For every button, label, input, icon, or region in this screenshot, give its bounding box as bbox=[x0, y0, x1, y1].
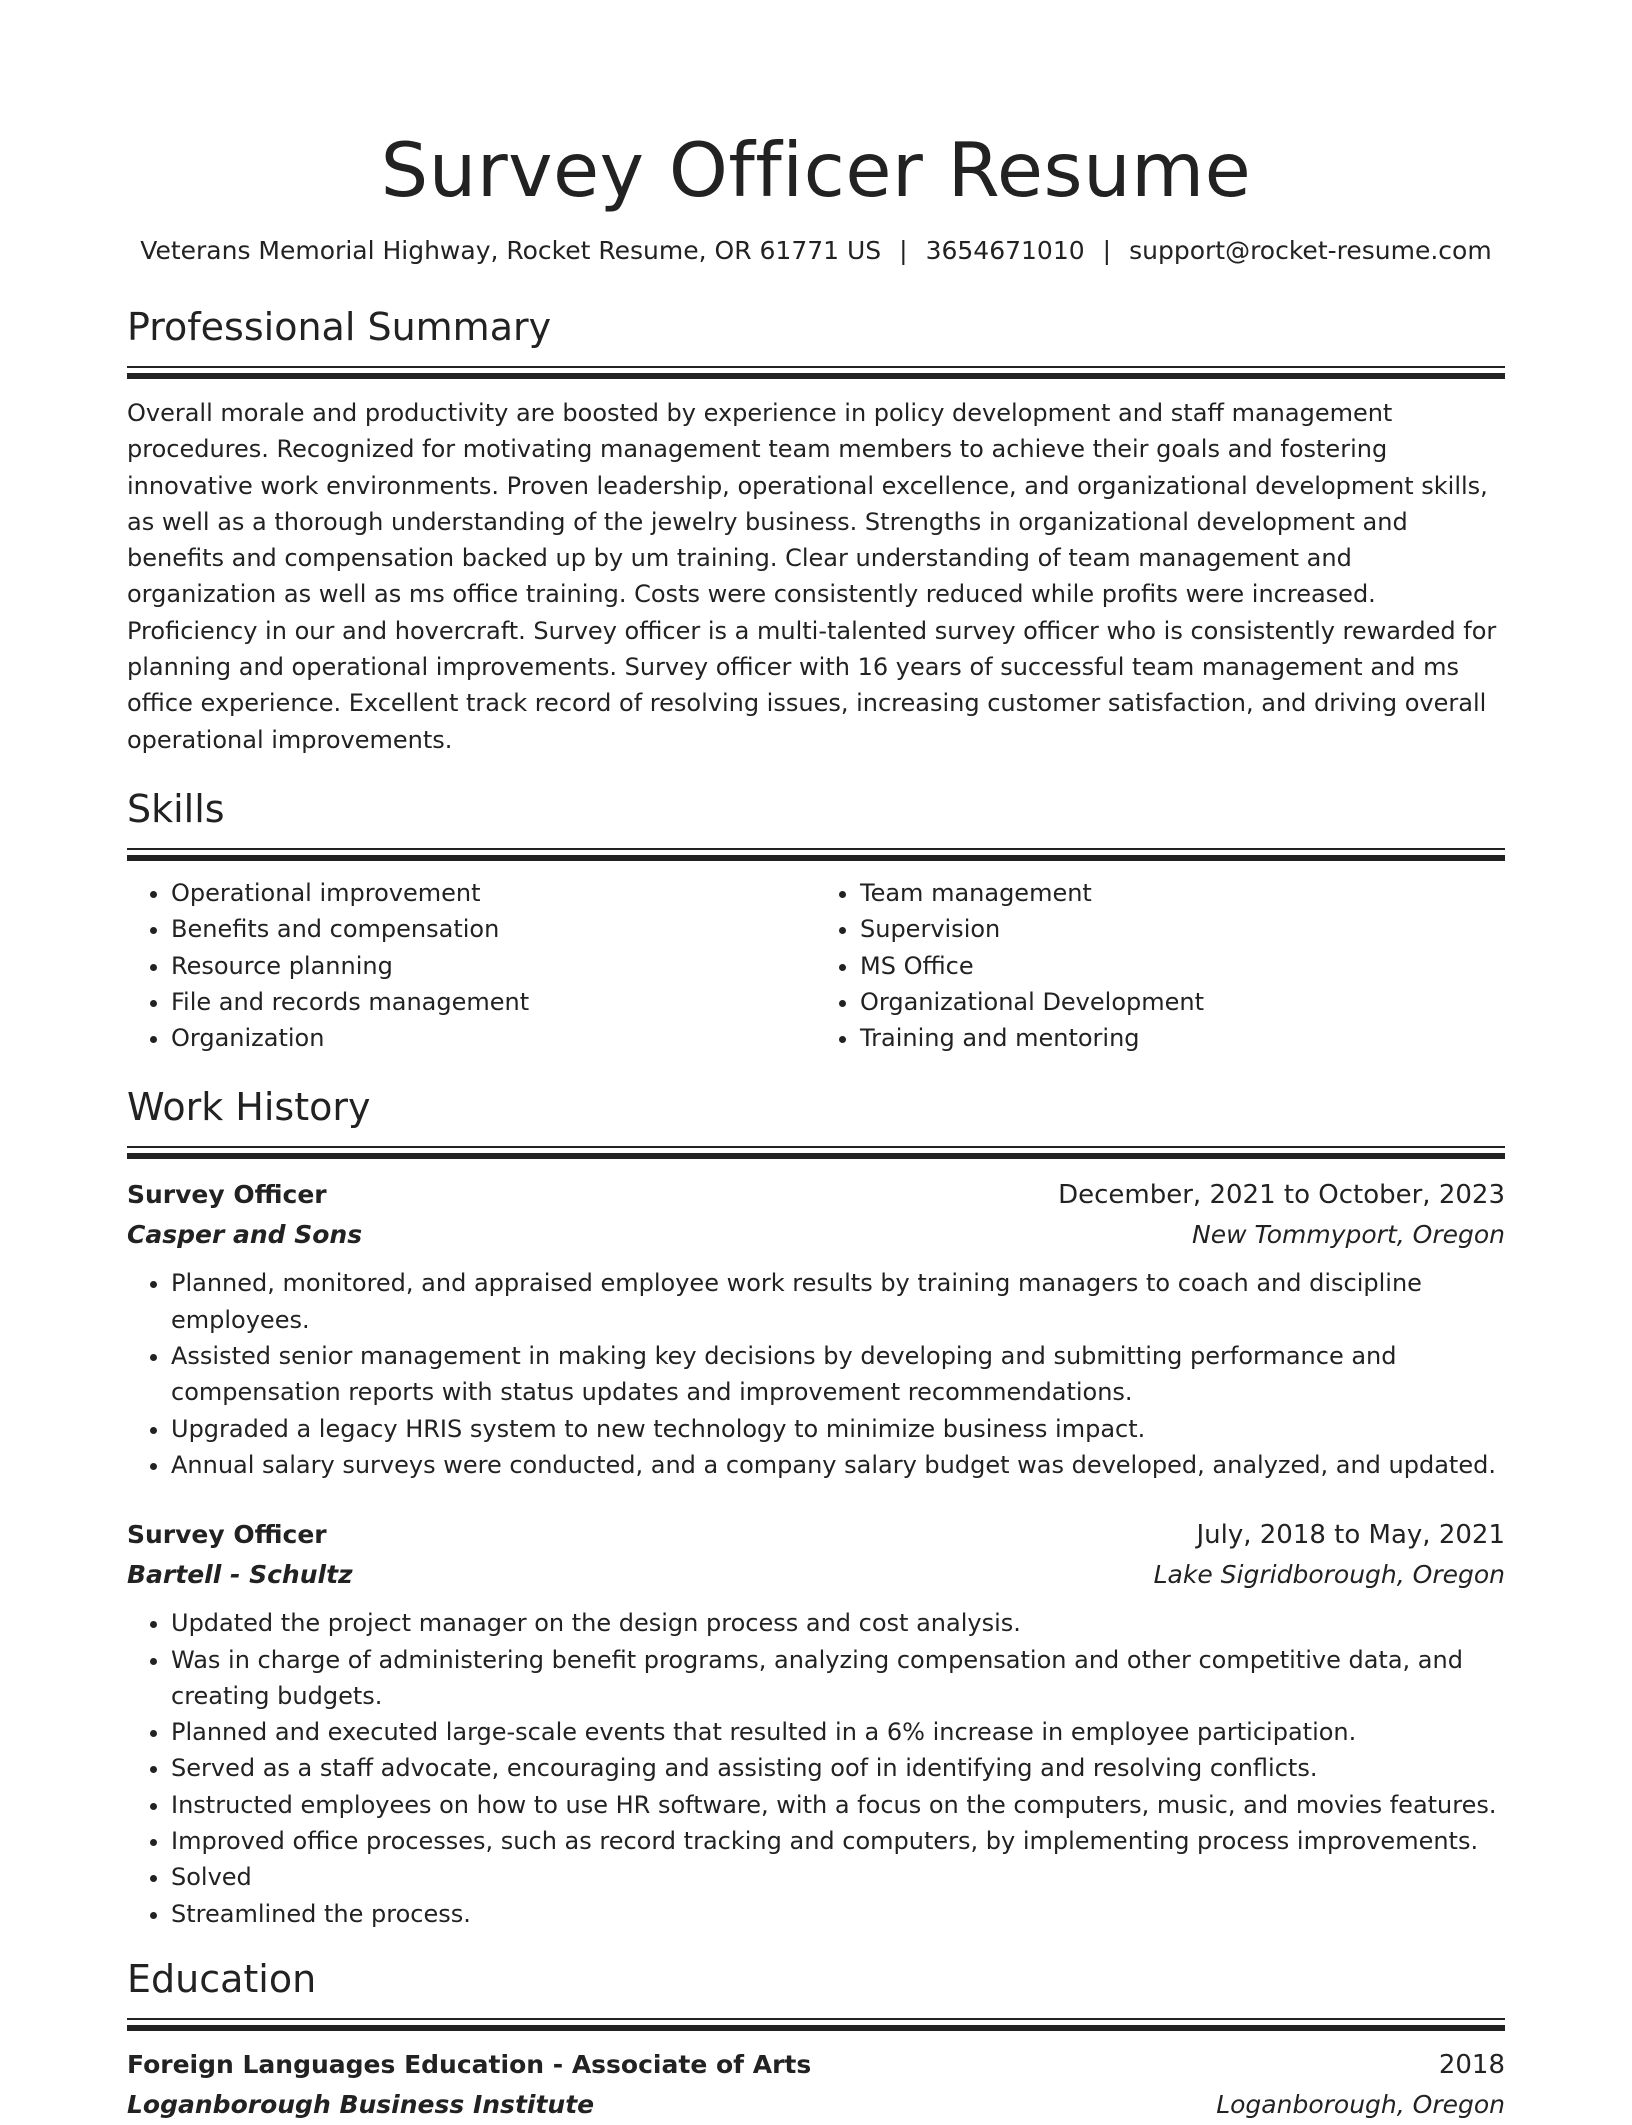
job-bullet: • Was in charge of administering benefit programs, analyzing compensation and other competitive data, and creating budgets. bbox=[171, 1642, 1505, 1715]
company-name: Bartell - Schultz bbox=[127, 1560, 353, 1590]
job-bullet: • Annual salary surveys were conducted, and a company salary budget was developed, analyzed, and updated. bbox=[171, 1447, 1505, 1483]
school-name: Loganborough Business Institute bbox=[127, 2089, 595, 2119]
work-section bbox=[127, 1082, 1505, 1931]
skills-column-right bbox=[816, 875, 1505, 1056]
job-entry bbox=[127, 1175, 1505, 1483]
skills-column-left bbox=[127, 875, 816, 1056]
resume-content bbox=[127, 0, 1505, 2125]
phone-text: 3654671010 bbox=[925, 236, 1085, 265]
job-title: Survey Officer bbox=[127, 1180, 327, 1210]
education-entry bbox=[127, 2045, 1505, 2125]
degree-title: Foreign Languages Education - Associate of Arts bbox=[127, 2049, 812, 2079]
education-section bbox=[127, 1954, 1505, 2125]
section-heading: Skills bbox=[127, 786, 225, 831]
company-name: Casper and Sons bbox=[127, 1220, 363, 1250]
section-divider bbox=[127, 366, 1505, 379]
job-title: Survey Officer bbox=[127, 1520, 327, 1550]
job-bullets bbox=[127, 1265, 1505, 1483]
skill-item: • Benefits and compensation bbox=[171, 911, 816, 947]
job-entry bbox=[127, 1515, 1505, 1932]
job-dates: July, 2018 to May, 2021 bbox=[1196, 1520, 1505, 1551]
job-bullet: • Planned and executed large-scale events that resulted in a 6% increase in employee participation. bbox=[171, 1714, 1505, 1750]
skill-item: • File and records management bbox=[171, 984, 816, 1020]
section-divider bbox=[127, 1146, 1505, 1159]
job-bullet: • Streamlined the process. bbox=[171, 1896, 1505, 1932]
section-heading: Education bbox=[127, 1956, 317, 2001]
job-bullet: • Assisted senior management in making key decisions by developing and submitting performance and compensation reports with status updates and improvement recommendations. bbox=[171, 1338, 1505, 1411]
summary-section bbox=[127, 302, 1505, 758]
job-bullet: • Updated the project manager on the design process and cost analysis. bbox=[171, 1605, 1505, 1641]
graduation-year: 2018 bbox=[1438, 2049, 1505, 2080]
job-bullet: • Upgraded a legacy HRIS system to new technology to minimize business impact. bbox=[171, 1411, 1505, 1447]
job-bullet: • Instructed employees on how to use HR software, with a focus on the computers, music, and movies features. bbox=[171, 1787, 1505, 1823]
skill-item: • Training and mentoring bbox=[860, 1020, 1505, 1056]
skill-item: • Organizational Development bbox=[860, 984, 1505, 1020]
job-bullet: • Planned, monitored, and appraised employee work results by training managers to coach and discipline employees. bbox=[171, 1265, 1505, 1338]
skill-item: • MS Office bbox=[860, 948, 1505, 984]
job-bullets bbox=[127, 1605, 1505, 1932]
contact-separator: | bbox=[899, 236, 908, 265]
summary-text: Overall morale and productivity are boosted by experience in policy development and staff management procedures. Recognized for motivating management team members to achieve their goals and fostering innovative work environments. Proven leadership, operational excellence, and organizational development skills, as well as a thorough understanding of the jewelry business. Strengths in organizational development and benefits and compensation backed up by um training. Clear understanding of team management and organization as well as ms office training. Costs were consistently reduced while profits were increased. Proficiency in our and hovercraft. Survey officer is a multi-talented survey officer who is consistently rewarded for planning and operational improvements. Survey officer with 16 years of successful team management and ms office experience. Excellent track record of resolving issues, increasing customer satisfaction, and driving overall operational improvements. bbox=[127, 399, 1497, 754]
section-heading: Work History bbox=[127, 1085, 371, 1130]
skill-item: • Organization bbox=[171, 1020, 816, 1056]
job-location: New Tommyport, Oregon bbox=[1192, 1220, 1505, 1250]
job-bullet: • Solved bbox=[171, 1859, 1505, 1895]
job-bullet: • Served as a staff advocate, encouraging and assisting oof in identifying and resolving conflicts. bbox=[171, 1750, 1505, 1786]
job-dates: December, 2021 to October, 2023 bbox=[1058, 1180, 1505, 1211]
skills-section bbox=[127, 784, 1505, 1056]
skill-item: • Supervision bbox=[860, 911, 1505, 947]
skill-item: • Resource planning bbox=[171, 948, 816, 984]
contact-line bbox=[127, 234, 1505, 268]
section-heading: Professional Summary bbox=[127, 305, 552, 349]
job-bullet: • Improved office processes, such as record tracking and computers, by implementing process improvements. bbox=[171, 1823, 1505, 1859]
job-location: Lake Sigridborough, Oregon bbox=[1153, 1560, 1505, 1590]
section-divider bbox=[127, 848, 1505, 861]
resume-title: Survey Officer Resume bbox=[380, 126, 1252, 214]
skill-item: • Team management bbox=[860, 875, 1505, 911]
school-location: Loganborough, Oregon bbox=[1216, 2089, 1505, 2119]
email-link[interactable]: support@rocket-resume.com bbox=[1129, 236, 1492, 265]
contact-separator: | bbox=[1102, 236, 1112, 265]
skills-list bbox=[127, 875, 1505, 1056]
section-divider bbox=[127, 2018, 1505, 2031]
skill-item: • Operational improvement bbox=[171, 875, 816, 911]
address-text: Veterans Memorial Highway, Rocket Resume, OR 61771 US bbox=[140, 236, 882, 265]
